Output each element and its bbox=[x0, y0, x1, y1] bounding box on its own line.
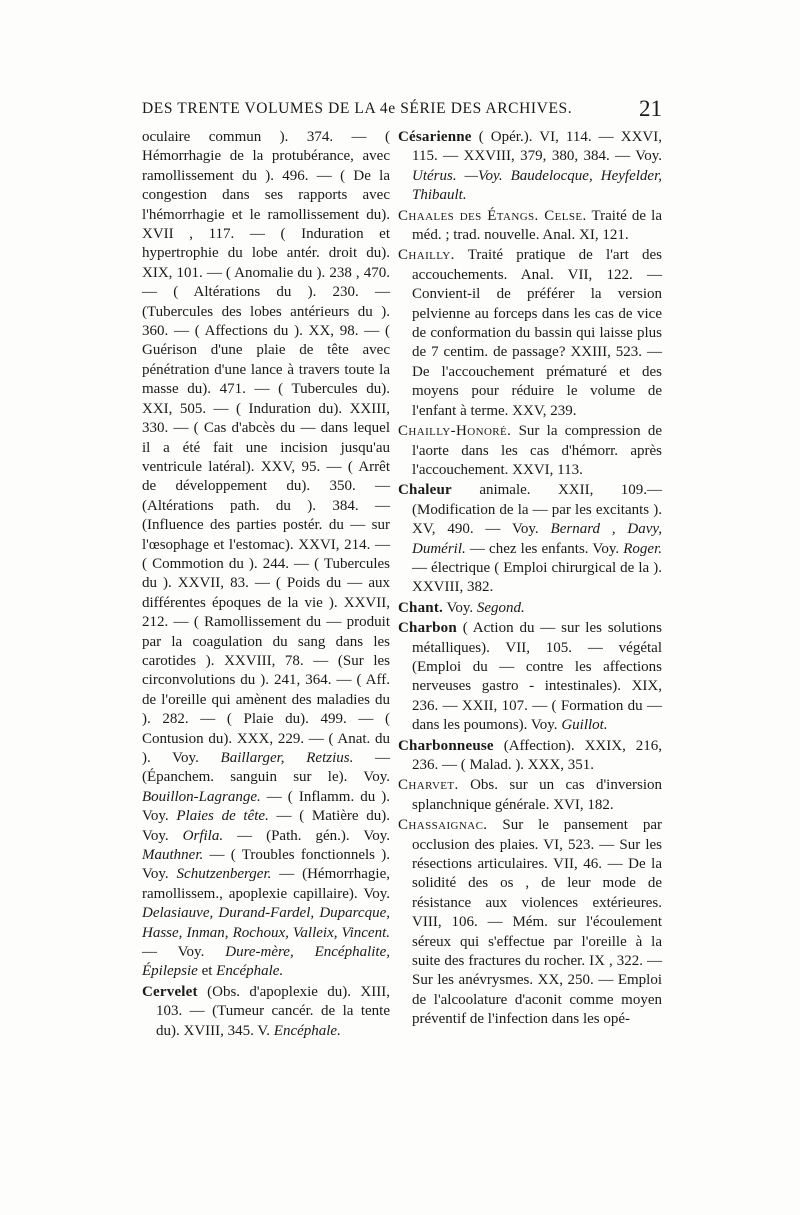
entry-text: Traité pratique de l'art des accouchements. Anal. VII, 122. — Convient-il de préférer la version pelvienne au forceps dans les cas de vice de conformation du bassin qui laisse plus de 7 centim. de passage? XXIII, 523. — De l'accouchement prématuré et des moyens pour réduire le volume de l'enfant à terme. XXV, 239. bbox=[412, 247, 662, 419]
entry-cesarienne bbox=[398, 128, 662, 206]
entry-cervelet bbox=[142, 983, 390, 1041]
entry-headword: Césarienne bbox=[398, 129, 472, 145]
entry-text: Voy. bbox=[446, 599, 474, 616]
cross-ref: Schutzenberger. bbox=[176, 866, 272, 883]
cross-ref: Encéphale. bbox=[273, 1022, 341, 1039]
entry-text: Sur la compression de l'aorte dans les cas d'hémorr. après l'accouchement. XXVI, 113. bbox=[412, 423, 663, 478]
entry-headword: Chailly-Honoré. bbox=[398, 423, 512, 440]
entry-chailly-honore bbox=[398, 422, 662, 480]
entry-headword: Chaleur bbox=[398, 482, 452, 499]
entry-headword: Chassaignac. bbox=[398, 817, 488, 834]
entry-charvet bbox=[398, 776, 662, 815]
right-column bbox=[398, 128, 662, 1031]
cross-ref: Bouillon-Lagrange. bbox=[142, 788, 261, 805]
cross-ref: Bernard , Davy, Duméril. bbox=[412, 521, 663, 557]
entry-headword: Chaales des Étangs. Celse. bbox=[398, 207, 587, 224]
entry-text: — (Épanchem. sanguin sur le). Voy. bbox=[142, 750, 391, 786]
entry-text: (Obs. d'apoplexie du). XIII, 103. — (Tumeur cancér. de la tente du). XVIII, 345. V. bbox=[156, 983, 391, 1039]
entry-text: — chez les enfants. Voy. bbox=[469, 540, 620, 557]
cerveau-text: oculaire commun ). 374. — ( Hémorrhagie de la protubérance, avec ramollissement du ). 496. — ( De la congestion dans ses rapports avec l'hémorrhagie et le ramollissement du). XVII , 117. — ( Induration et hypertrophie du lobe antér. droit du). XIX, 101. — ( Anomalie du ). 238 , 470. — ( Altérations du ). 230. — (Tubercules des lobes antérieurs du ). 360. — ( Affections du ). XX, 98. — ( Guérison d'une plaie de tête avec pénétration d'une lance à travers toute la masse du). 471. — ( Tubercules du). XXI, 505. — ( Induration du). XXIII, 330. — ( Cas d'abcès du — dans lequel il a été fait une incision jusqu'au ventricule latéral). XXV, 95. — ( Arrêt de développement du). 350. — (Altérations path. du ). 384. — (Influence des parties postér. du — sur l'œsophage et l'estomac). XXVI, 214. — ( Commotion du ). 244. — ( Tubercules du ). XXVII, 83. — ( Poids du — aux différentes époques de la vie ). XXVII, 212. — ( Ramollissement du — produit par la coagulation du sang dans les carotides ). XXVIII, 78. — (Sur les circonvolutions du ). 241, 364. — ( Aff. de l'oreille qui amènent des maladies du ). 282. — ( Plaie du). 499. — ( Contusion du). XXX, 229. — ( Anat. du ). Voy. bbox=[142, 129, 390, 766]
cross-ref: Utérus. —Voy. Baudelocque, Heyfelder, Thibault. bbox=[412, 167, 662, 204]
cross-ref: Baillarger, Retzius. bbox=[220, 750, 354, 766]
entry-charbonneuse bbox=[398, 737, 662, 776]
entry-text: animale. XXII, 109.—(Modification de la — par les excitants ). XV, 490. — Voy. bbox=[412, 482, 662, 538]
entry-text: — ( Inflamm. du ). Voy. bbox=[142, 788, 391, 825]
entry-text: (Affection). XXIX, 216, 236. — ( Malad. ). XXX, 351. bbox=[412, 737, 663, 773]
entry-headword: Chant. bbox=[398, 599, 443, 616]
entry-text: — (Path. gén.). Voy. bbox=[237, 827, 390, 844]
entry-chaleur bbox=[398, 481, 662, 597]
entry-text: Traité de la méd. ; trad. nouvelle. Anal. XI, 121. bbox=[412, 207, 662, 244]
cross-ref: Encéphale. bbox=[216, 963, 284, 980]
entry-text: ( Opér.). VI, 114. — XXVI, 115. — XXVIII, 379, 380, 384. — Voy. bbox=[412, 129, 663, 165]
entry-text: et bbox=[201, 963, 213, 980]
entry-text: — Voy. bbox=[142, 944, 205, 961]
entry-headword: Charvet. bbox=[398, 777, 459, 794]
entry-chaales bbox=[398, 207, 662, 246]
cross-ref: Roger. bbox=[623, 540, 663, 557]
entry-charbon bbox=[398, 619, 662, 735]
entry-text: — ( Troubles fonctionnels ). Voy. bbox=[142, 847, 390, 883]
running-title: DES TRENTE VOLUMES DE LA 4e SÉRIE DES ARCHIVES. bbox=[142, 100, 573, 117]
entry-text: — (Hémorrhagie, ramollissem., apoplexie capillaire). Voy. bbox=[142, 866, 390, 902]
cross-ref: Segond. bbox=[476, 599, 525, 616]
entry-text: ( Action du — sur les solutions métalliques). VII, 105. — végétal (Emploi du — contre les affections nerveuses gastro - intestinales). XIX, 236. — XXII, 107. — ( Formation du — dans les poumons). Voy. bbox=[412, 620, 662, 734]
page-number: 21 bbox=[639, 96, 662, 121]
cross-ref: Plaies de tête. bbox=[176, 808, 269, 825]
cross-ref: Mauthner. bbox=[142, 847, 204, 864]
entry-headword: Charbon bbox=[398, 620, 457, 637]
entry-headword: Cervelet bbox=[142, 983, 198, 1000]
left-column bbox=[142, 128, 390, 1042]
cross-ref: Orfila. bbox=[182, 827, 224, 844]
entry-text: Obs. sur un cas d'inversion splanchnique générale. XVI, 182. bbox=[412, 777, 662, 813]
entry-chailly bbox=[398, 246, 662, 421]
entry-text: Sur le pansement par occlusion des plaies. VI, 523. — Sur les résections articulaires. VII, 46. — De la solidité des os , de leur mode de résistance aux violences extérieures. VIII, 106. — Mém. sur l'écoulement séreux qui s'effectue par l'oreille à la suite des fractures du rocher. IX , 322. — Sur les anévrysmes. XX, 250. — Emploi de l'alcoolature d'aconit comme moyen préventif de l'infection dans les opé- bbox=[412, 817, 662, 1028]
cross-ref: Delasiauve, Durand-Fardel, Duparcque, Hasse, Inman, Rochoux, Valleix, Vincent. bbox=[142, 905, 390, 941]
entry-headword: Chailly. bbox=[398, 247, 455, 264]
entry-chant bbox=[398, 599, 662, 618]
cross-ref: Dure-mère, Encéphalite, Épilepsie bbox=[142, 944, 390, 980]
entry-text: — électrique ( Emploi chirurgical de la ). XXVIII, 382. bbox=[412, 559, 662, 596]
entry-text: — ( Matière du). Voy. bbox=[142, 808, 391, 844]
cross-ref: Guillot. bbox=[561, 717, 608, 734]
page-header bbox=[142, 98, 662, 122]
entry-chassaignac bbox=[398, 816, 662, 1029]
entry-headword: Charbonneuse bbox=[398, 737, 494, 754]
cerveau-continuation bbox=[142, 128, 390, 982]
